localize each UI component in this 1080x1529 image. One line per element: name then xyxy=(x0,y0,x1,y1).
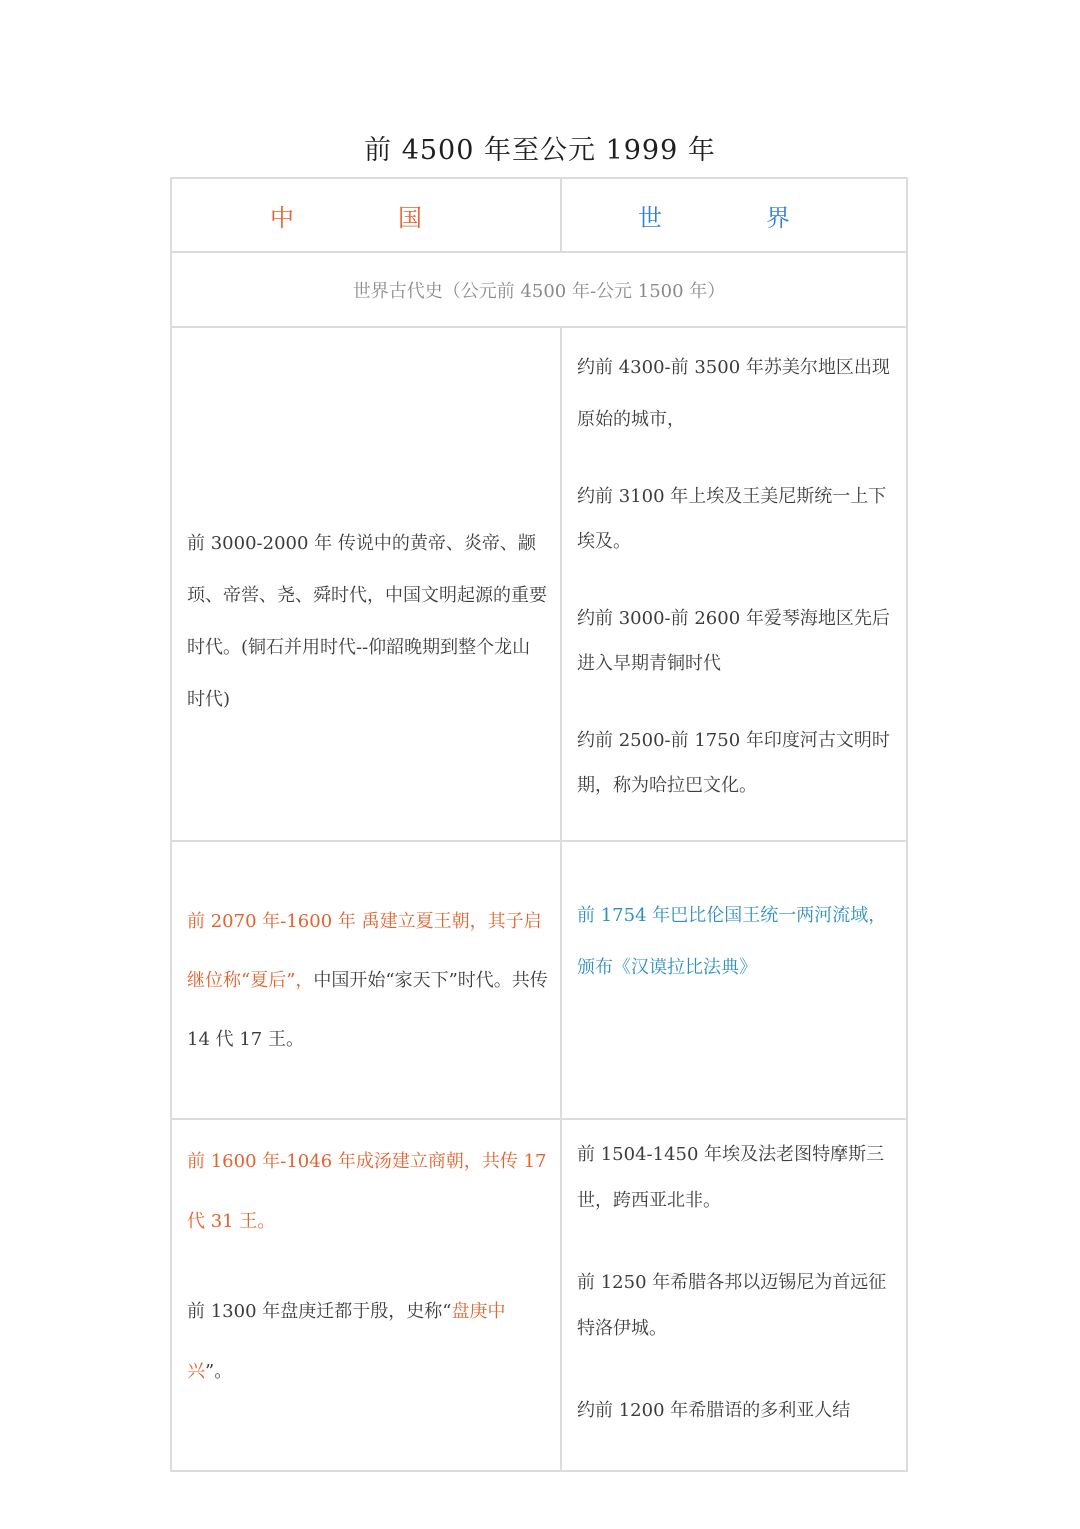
world-entry: 约前 3000-前 2600 年爱琴海地区先后进入早期青铜时代 xyxy=(577,608,890,674)
plain-text: 前 1300 年盘庚迁都于殷，史称“ xyxy=(187,1301,452,1322)
highlighted-text: 前 2070 年-1600 年 禹建立夏王朝，其子启继位称“夏后”， xyxy=(187,911,542,991)
plain-text: 中国开始“家天下”时代。共传 14 代 17 王。 xyxy=(187,970,548,1050)
world-cell xyxy=(561,1119,907,1471)
china-entry: 前 1600 年-1046 年成汤建立商朝，共传 17 代 31 王。 xyxy=(187,1151,547,1232)
world-entry: 约前 3100 年上埃及王美尼斯统一上下埃及。 xyxy=(577,486,887,552)
world-entry: 约前 2500-前 1750 年印度河古文明时期，称为哈拉巴文化。 xyxy=(577,730,890,796)
world-entry: 约前 1200 年希腊语的多利亚人结 xyxy=(577,1400,851,1421)
world-column-header: 世 界 xyxy=(561,178,907,252)
china-cell xyxy=(171,1119,561,1471)
world-cell xyxy=(561,841,907,1119)
china-cell xyxy=(171,327,561,841)
highlighted-text: 盘庚中兴 xyxy=(187,1301,506,1382)
page-title: 前 4500 年至公元 1999 年 xyxy=(364,135,716,166)
table-row xyxy=(171,327,907,841)
china-column-header: 中 国 xyxy=(171,178,561,252)
table-row xyxy=(171,841,907,1119)
china-entry xyxy=(187,1282,548,1402)
header-row xyxy=(171,178,907,252)
china-entry: 前 3000-2000 年 传说中的黄帝、炎帝、颛顼、帝喾、尧、舜时代，中国文明起源的重要时代。(铜石并用时代--仰韶晚期到整个龙山时代) xyxy=(187,533,547,710)
world-entry: 前 1754 年巴比伦国王统一两河流域，颁布《汉谟拉比法典》 xyxy=(577,905,887,978)
world-entry: 约前 4300-前 3500 年苏美尔地区出现原始的城市， xyxy=(577,357,890,430)
china-entry xyxy=(187,892,548,1069)
world-entry: 前 1504-1450 年埃及法老图特摩斯三世，跨西亚北非。 xyxy=(577,1144,885,1211)
world-entry: 前 1250 年希腊各邦以迈锡尼为首远征特洛伊城。 xyxy=(577,1272,887,1339)
world-cell xyxy=(561,327,907,841)
era-heading: 世界古代史（公元前 4500 年-公元 1500 年） xyxy=(171,252,907,327)
plain-text: ”。 xyxy=(205,1361,233,1382)
era-row xyxy=(171,252,907,327)
china-cell xyxy=(171,841,561,1119)
timeline-table xyxy=(170,177,908,1472)
table-row xyxy=(171,1119,907,1471)
